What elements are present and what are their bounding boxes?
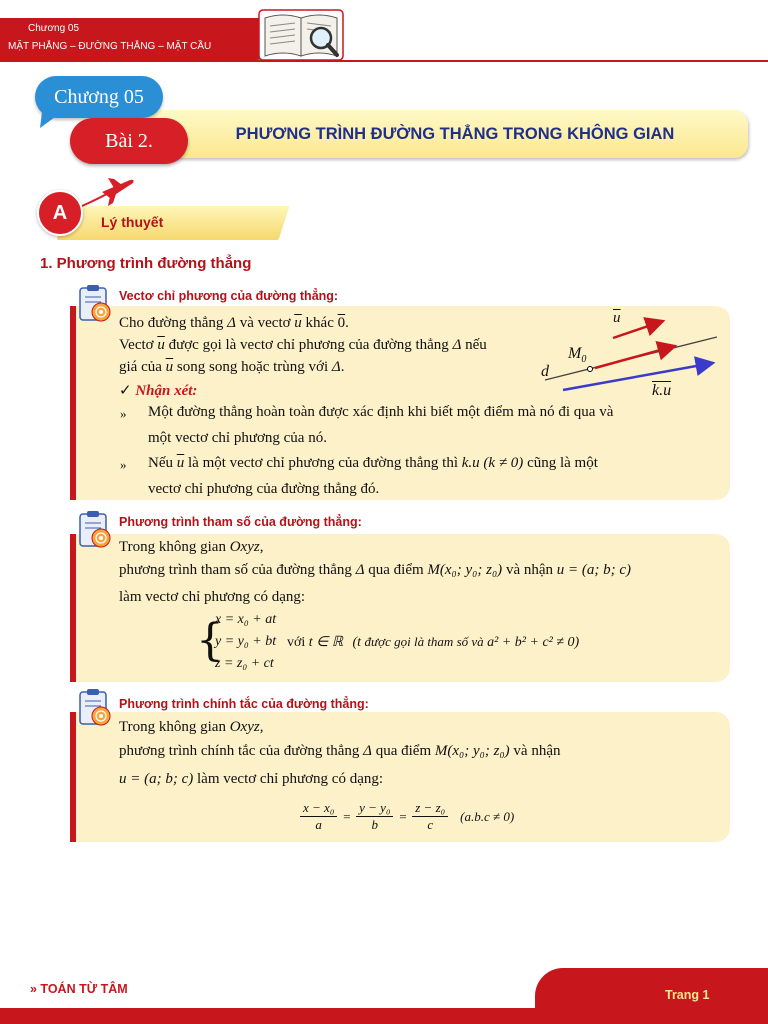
section-title-band xyxy=(56,206,289,240)
text-line: Trong không gian Oxyz, xyxy=(119,539,264,555)
subsection-heading: 1. Phương trình đường thẳng xyxy=(40,255,252,272)
fraction-y: $\frac{\text{y − y₀}}{b}$ xyxy=(356,800,393,833)
notes-icon xyxy=(74,284,114,324)
lesson-title: PHƯƠNG TRÌNH ĐƯỜNG THẲNG TRONG KHÔNG GIAN xyxy=(235,125,675,143)
notes-icon xyxy=(74,510,114,550)
text-line: làm vectơ chỉ phương có dạng: xyxy=(119,589,306,605)
vector-on-line-arrow xyxy=(595,346,675,368)
text-line: Một đường thẳng hoàn toàn được xác định khi biết một điểm mà nó đi qua và xyxy=(148,404,614,420)
check-icon: ✓ xyxy=(119,383,132,399)
text-line: Nếu $\overline{u}$ là một vectơ chỉ phương của đường thẳng thì k.u (k ≠ 0) cũng là một xyxy=(148,455,598,471)
footer-page-bar xyxy=(535,968,768,1024)
equation-x: x = x₀ + at xyxy=(215,612,277,627)
section-title: Lý thuyết xyxy=(101,214,164,230)
condition: (a.b.c ≠ 0) xyxy=(460,808,515,824)
lesson-number: Bài 2. xyxy=(105,130,153,152)
header-chapter: Chương 05 xyxy=(28,23,80,34)
text-line: Trong không gian Oxyz, xyxy=(119,719,264,735)
book-magnifier-icon xyxy=(255,6,347,62)
text-line: vectơ chỉ phương của đường thẳng đó. xyxy=(148,481,380,497)
figure-label-d: d xyxy=(541,363,549,380)
chapter-badge-label: Chương 05 xyxy=(54,86,144,108)
box-label: Vectơ chỉ phương của đường thẳng: xyxy=(119,289,339,303)
notes-icon xyxy=(74,688,114,728)
text-line: u = (a; b; c) làm vectơ chỉ phương có dạng: xyxy=(119,771,384,787)
text-line: phương trình tham số của đường thẳng Δ qua điểm M(x₀; y₀; z₀) và nhận u = (a; b; c) xyxy=(119,562,632,578)
fraction-x: $\frac{\text{x − x₀}}{a}$ xyxy=(300,800,337,833)
box-label: Phương trình tham số của đường thẳng: xyxy=(119,515,362,529)
figure-label-M0: $M_0$ xyxy=(568,345,587,366)
fraction-z: $\frac{\text{z − z₀}}{c}$ xyxy=(412,800,448,833)
text-line: giá của $\overline{u}$ song song hoặc trùng với Δ. xyxy=(119,359,345,375)
equation-y: y = y₀ + bt xyxy=(215,634,277,649)
airplane-icon xyxy=(80,176,136,210)
point-M0 xyxy=(588,367,593,372)
figure-label-ku: k.u xyxy=(652,382,672,399)
bullet-icon: » xyxy=(120,457,127,472)
remark-heading: ✓ Nhận xét: xyxy=(119,383,198,399)
parameter-note: với t ∈ ℝ (t được gọi là tham số và a² + b² + c² ≠ 0) xyxy=(287,634,580,650)
section-letter: A xyxy=(52,202,68,224)
text-line: phương trình chính tắc của đường thẳng Δ qua điểm M(x₀; y₀; z₀) và nhận xyxy=(119,743,561,759)
box-label: Phương trình chính tắc của đường thẳng: xyxy=(119,697,369,711)
header-divider xyxy=(0,60,768,62)
canonical-equation: $\frac{\text{x − x₀}}{a}$ = $\frac{\text{y − y₀}}{b}$ = $\frac{\text{z − z₀}}{c}$ (a.b.c ≠ 0) xyxy=(300,800,514,833)
header-topic: MẶT PHẲNG – ĐƯỜNG THẲNG – MẶT CẦU xyxy=(8,41,212,52)
equation-z: z = z₀ + ct xyxy=(215,656,274,671)
page-number: Trang 1 xyxy=(665,988,710,1002)
text-line: Cho đường thẳng Δ và vectơ $\overline{u}$ khác 0. xyxy=(119,315,349,331)
system-brace: { xyxy=(196,615,224,666)
text-line: Vectơ $\overline{u}$ được gọi là vectơ chỉ phương của đường thẳng Δ nếu xyxy=(119,337,487,353)
direction-vector-figure xyxy=(535,308,723,404)
vector-ku-arrow xyxy=(563,363,713,390)
footer-brand: » TOÁN TỪ TÂM xyxy=(30,982,128,996)
figure-label-u: $\overline{u}$ xyxy=(613,310,621,326)
text-line: một vectơ chỉ phương của nó. xyxy=(148,430,327,446)
bullet-icon: » xyxy=(120,406,127,421)
parametric-equation-box xyxy=(70,534,730,682)
